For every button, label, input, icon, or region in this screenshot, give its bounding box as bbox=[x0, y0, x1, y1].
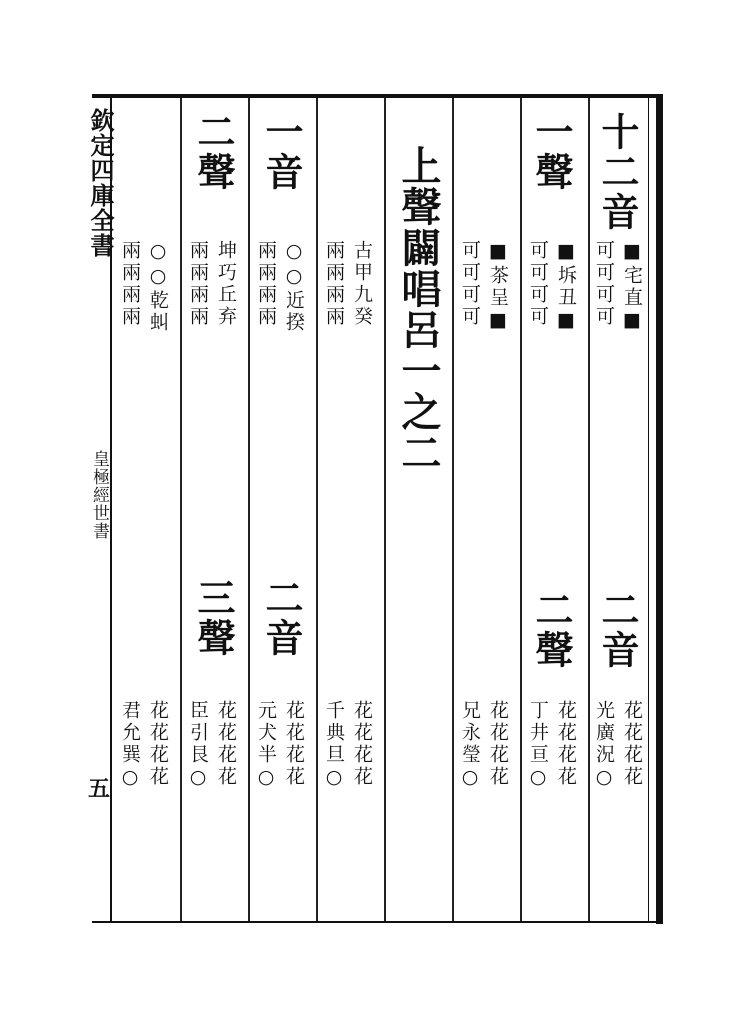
column-line: ■茶呈■ bbox=[487, 240, 509, 334]
column-line: ■坼丑■ bbox=[555, 240, 577, 334]
column-head: 一聲 bbox=[529, 112, 574, 192]
page-number: 五 bbox=[88, 776, 111, 802]
column-rule bbox=[180, 98, 182, 921]
column-line: 光廣況○ bbox=[593, 700, 615, 791]
section-title: 上聲闢唱呂一之二 bbox=[395, 145, 442, 473]
column-line: 君允巽○ bbox=[119, 700, 141, 791]
column-head: 十二音 bbox=[595, 112, 640, 232]
column-rule bbox=[384, 98, 386, 921]
column-line: 可可可可 bbox=[527, 240, 549, 328]
column-rule bbox=[588, 98, 590, 921]
column-line: 兩兩兩兩 bbox=[255, 240, 277, 328]
column-rule bbox=[452, 98, 454, 921]
column-line: 花花花花 bbox=[487, 700, 509, 788]
gutter-book-title: 欽定四庫全書 bbox=[86, 108, 115, 258]
column-line: 元犬半○ bbox=[255, 700, 277, 791]
column-line: ○○近揆 bbox=[283, 240, 305, 334]
gutter-work-title: 皇極經世書 bbox=[89, 450, 109, 540]
column-line: 兩兩兩兩 bbox=[187, 240, 209, 328]
column-line: 兩兩兩兩 bbox=[323, 240, 345, 328]
column-line: 花花花花 bbox=[621, 700, 643, 788]
column-line: 臣引艮○ bbox=[187, 700, 209, 791]
column-line: 花花花花 bbox=[147, 700, 169, 788]
frame-top-border bbox=[92, 94, 662, 98]
column-head: 一音 bbox=[259, 112, 304, 192]
column-line: 丁井亘○ bbox=[527, 700, 549, 791]
column-line: 可可可可 bbox=[593, 240, 615, 328]
column-line: 兩兩兩兩 bbox=[119, 240, 141, 328]
column-line: 坤巧丘弃 bbox=[215, 240, 237, 328]
column-line: 兄永瑩○ bbox=[459, 700, 481, 791]
column-rule bbox=[316, 98, 318, 921]
column-line: 花花花花 bbox=[351, 700, 373, 788]
column-rule bbox=[520, 98, 522, 921]
column-line: ○○乾虯 bbox=[147, 240, 169, 334]
column-head: 三聲 bbox=[191, 578, 236, 658]
column-line: 千典旦○ bbox=[323, 700, 345, 791]
column-line: 花花花花 bbox=[555, 700, 577, 788]
column-line: 花花花花 bbox=[283, 700, 305, 788]
frame-right-border bbox=[656, 94, 663, 924]
column-line: ■宅直■ bbox=[621, 240, 643, 334]
column-head: 二聲 bbox=[529, 590, 574, 670]
frame-inner-rule bbox=[648, 98, 649, 922]
column-head: 二聲 bbox=[191, 112, 236, 192]
column-line: 可可可可 bbox=[459, 240, 481, 328]
frame-bottom-border bbox=[92, 921, 660, 923]
column-line: 古甲九癸 bbox=[351, 240, 373, 328]
column-line: 花花花花 bbox=[215, 700, 237, 788]
column-head: 二音 bbox=[259, 578, 304, 658]
column-rule bbox=[248, 98, 250, 921]
column-head: 二音 bbox=[595, 590, 640, 670]
